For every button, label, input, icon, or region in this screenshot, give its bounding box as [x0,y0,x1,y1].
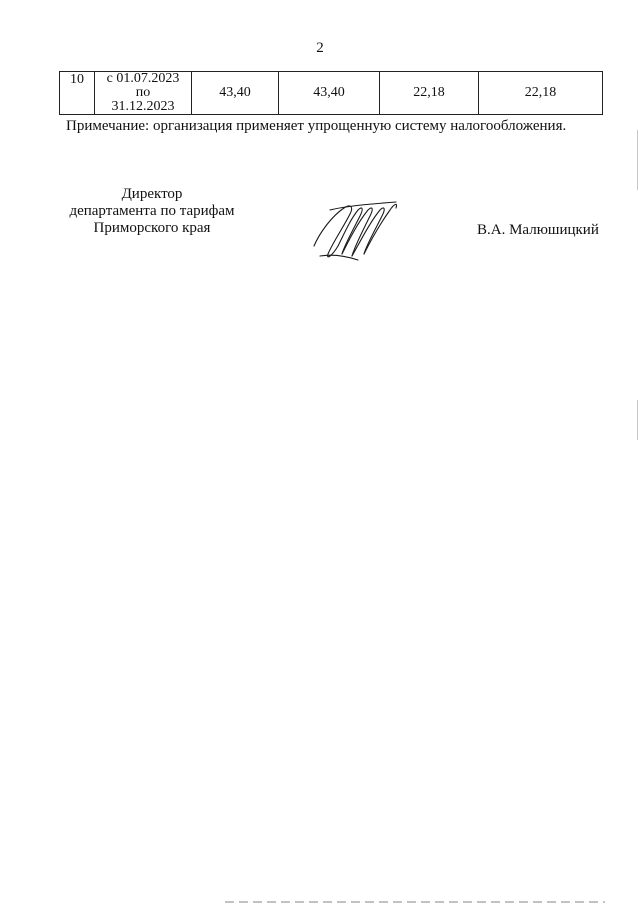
signatory-title-line: департамента по тарифам [69,203,235,219]
period-cell [95,72,192,115]
signatory-title [52,186,252,237]
value-cell: 22,18 [479,72,603,115]
table-row [60,72,603,115]
signatory-name: В.А. Малюшицкий [477,222,599,238]
scan-edge-mark [637,400,638,440]
period-start: с 01.07.2023 по [106,71,180,100]
page-number: 2 [316,40,324,56]
period-end: 31.12.2023 [111,99,175,114]
signatory-title-line: Приморского края [93,220,211,236]
value-cell: 43,40 [279,72,380,115]
handwritten-signature [310,198,402,264]
row-number-cell: 10 [60,72,95,115]
tariff-table [59,71,603,115]
scan-footer-mark [225,901,605,903]
note-text: Примечание: организация применяет упрощенную систему налогообложения. [66,118,567,134]
scan-edge-mark [637,130,638,190]
value-cell: 22,18 [380,72,479,115]
signatory-title-line: Директор [121,186,183,202]
value-cell: 43,40 [192,72,279,115]
